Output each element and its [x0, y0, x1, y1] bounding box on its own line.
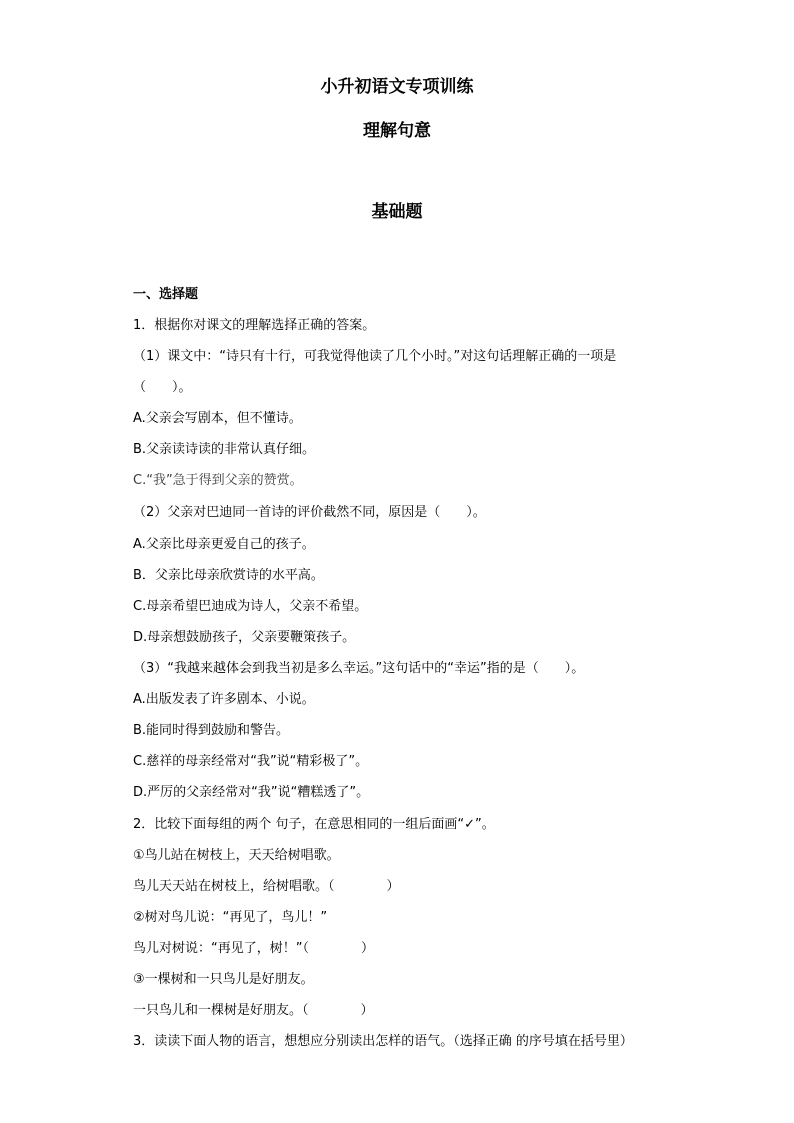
pair-1-sentence-b: 鸟儿天天站在树枝上，给树唱歌。（ ） [133, 879, 400, 894]
pair-3-sentence-a: ③一棵树和一只鸟儿是好朋友。 [133, 972, 314, 987]
option-1-2-c: C.母亲希望巴迪成为诗人，父亲不希望。 [133, 599, 368, 614]
section-heading: 一、选择题 [133, 287, 199, 302]
option-1-2-a: A.父亲比母亲更爱自己的孩子。 [133, 537, 315, 552]
question-1-stem: 1．根据你对课文的理解选择正确的答案。 [133, 318, 376, 333]
option-1-1-b: B.父亲读诗读的非常认真仔细。 [133, 442, 316, 457]
option-1-3-c: C.慈祥的母亲经常对“我”说“精彩极了”。 [133, 754, 369, 769]
main-title: 小升初语文专项训练 [320, 77, 474, 97]
pair-2-sentence-a: ②树对鸟儿说：“再见了，鸟儿！” [133, 910, 328, 925]
pair-3-sentence-b: 一只鸟儿和一棵树是好朋友。（ ） [133, 1003, 374, 1018]
option-1-2-b: B．父亲比母亲欣赏诗的水平高。 [133, 568, 324, 583]
option-1-2-d: D.母亲想鼓励孩子，父亲要鞭策孩子。 [133, 630, 356, 645]
question-1-sub1-stem-cont: （ ）。 [133, 380, 192, 395]
pair-2-sentence-b: 鸟儿对树说：“再见了，树！”（ ） [133, 941, 374, 956]
question-1-sub3-stem: （3）“我越来越体会到我当初是多么幸运。”这句话中的“幸运”指的是（ ）。 [133, 661, 585, 676]
section-title: 基础题 [371, 202, 423, 222]
question-1-sub1-stem: （1）课文中：“诗只有十行，可我觉得他读了几个小时。”对这句话理解正确的一项是 [133, 349, 617, 364]
option-1-3-d: D.严厉的父亲经常对“我”说“糟糕透了”。 [133, 785, 370, 800]
question-3-stem: 3．读读下面人物的语言，想想应分别读出怎样的语气。（选择正确 的序号填在括号里） [133, 1034, 633, 1049]
question-2-stem: 2．比较下面每组的两个 句子，在意思相同的一组后面画“✓”。 [133, 817, 495, 832]
option-1-1-c: C.“我”急于得到父亲的赞赏。 [133, 473, 303, 488]
sub-title: 理解句意 [363, 121, 431, 141]
pair-1-sentence-a: ①鸟儿站在树枝上，天天给树唱歌。 [133, 848, 340, 863]
option-1-3-a: A.出版发表了许多剧本、小说。 [133, 692, 315, 707]
option-1-1-a: A.父亲会写剧本，但不懂诗。 [133, 411, 302, 426]
question-1-sub2-stem: （2）父亲对巴迪同一首诗的评价截然不同，原因是（ ）。 [133, 505, 486, 520]
option-1-3-b: B.能同时得到鼓励和警告。 [133, 723, 290, 738]
